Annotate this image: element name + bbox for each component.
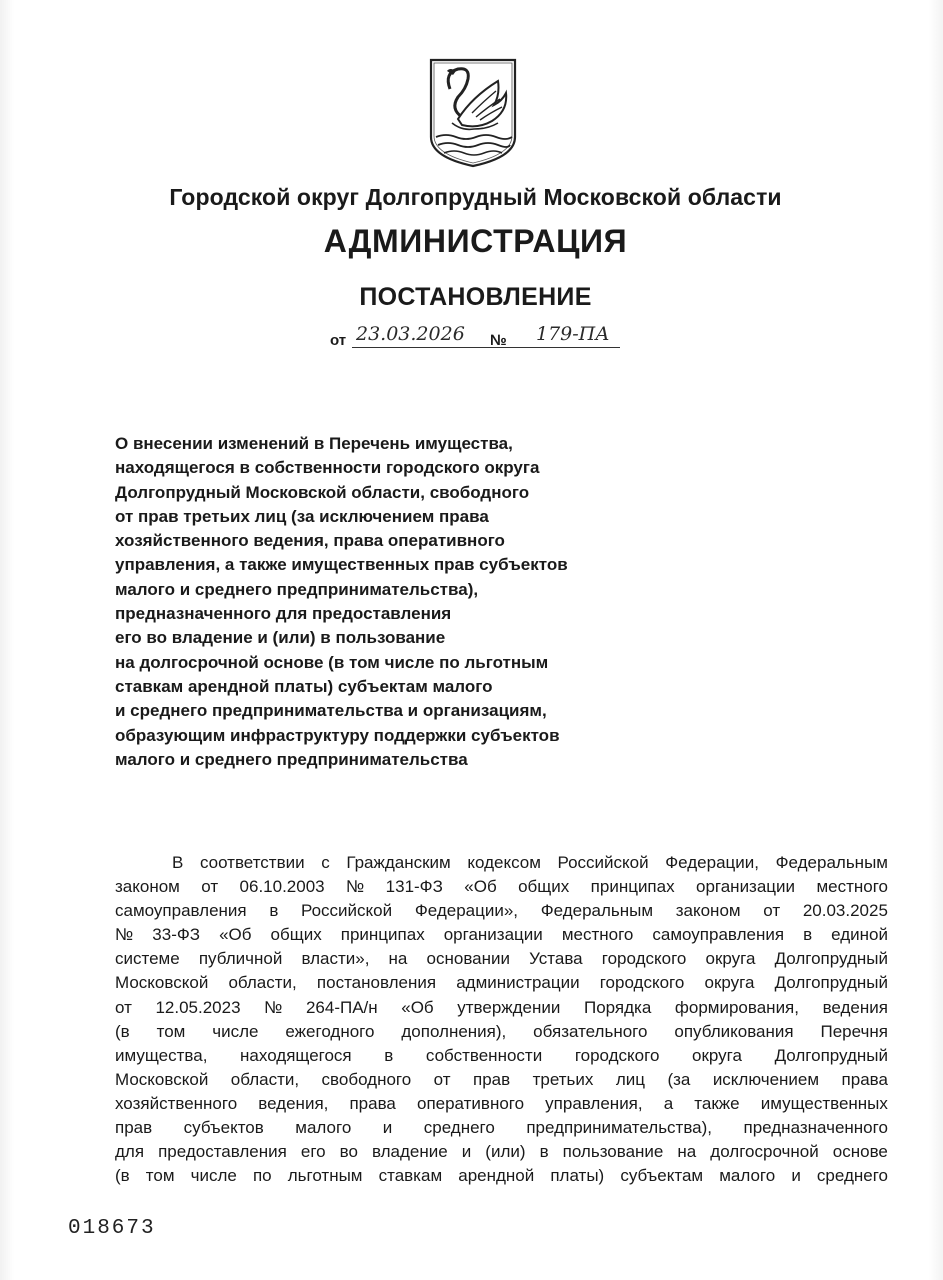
word: имущественных: [760, 1093, 888, 1113]
word: льготным: [287, 1166, 363, 1186]
word: дополнения),: [401, 1021, 507, 1041]
word: Порядка: [583, 997, 652, 1017]
word: третьих: [532, 1069, 594, 1089]
word: по: [252, 1166, 272, 1186]
word: лиц: [615, 1069, 645, 1089]
word: для: [115, 1142, 145, 1162]
word: и: [461, 1142, 472, 1162]
word: основании: [426, 949, 510, 969]
body-line: [115, 923, 888, 947]
word: и: [382, 1118, 393, 1138]
district-name: Городской округ Долгопрудный Московской области: [169, 184, 782, 210]
word: Федеральным: [775, 853, 888, 872]
word: самоуправления: [115, 901, 247, 921]
word: местного: [561, 925, 634, 945]
word: в: [803, 925, 813, 945]
word: от: [763, 901, 781, 921]
title-line: его во владение и (или) в пользование: [115, 628, 446, 648]
word: от: [433, 1069, 451, 1089]
word: среднего: [423, 1118, 495, 1138]
word: имущества,: [115, 1045, 208, 1065]
word: власти»,: [301, 949, 370, 969]
title-line: на долгосрочной основе (в том числе по льготным: [115, 652, 549, 672]
body-line: [115, 1020, 888, 1044]
title-line: ставкам арендной платы) субъектам малого: [115, 676, 493, 696]
body-line: [115, 1068, 888, 1092]
word: утверждении: [457, 997, 561, 1017]
word: опубликования: [674, 1021, 794, 1041]
word: на: [388, 949, 408, 969]
title-line: малого и среднего предпринимательства),: [115, 579, 479, 599]
word: №: [346, 877, 365, 897]
word: свободного: [321, 1069, 412, 1089]
word: 12.05.2023: [155, 997, 241, 1017]
word: В: [172, 853, 184, 872]
word: также: [694, 1093, 740, 1113]
number-underline: [512, 347, 620, 348]
word: исключением: [712, 1069, 820, 1089]
word: (за: [667, 1069, 691, 1089]
body-line: [115, 947, 888, 971]
word: законом: [115, 877, 180, 897]
word: Гражданским: [346, 853, 451, 872]
title-line: образующим инфраструктуру поддержки субъектов: [115, 725, 560, 745]
word: области,: [230, 1069, 300, 1089]
word: городского: [574, 1045, 660, 1065]
word: пользование: [562, 1142, 664, 1162]
word: 131-ФЗ: [385, 877, 443, 897]
word: малого: [295, 1118, 352, 1138]
word: в: [384, 1045, 394, 1065]
word: «Об: [401, 997, 434, 1017]
resolution-title: [115, 432, 568, 772]
word: арендной: [458, 1166, 535, 1186]
word: принципах: [340, 925, 425, 945]
word: от: [201, 877, 219, 897]
word: единой: [831, 925, 888, 945]
word: находящегося: [240, 1045, 352, 1065]
word: постановления: [316, 973, 437, 993]
word: принципах: [590, 877, 675, 897]
word: а: [663, 1093, 674, 1113]
word: прав: [472, 1069, 511, 1089]
body-line: [115, 851, 888, 875]
word: 06.10.2003: [239, 877, 325, 897]
body-line: [115, 1116, 888, 1140]
word: (в: [115, 1166, 130, 1186]
word: «Об: [464, 877, 497, 897]
word: округа: [704, 973, 755, 993]
word: публичной: [198, 949, 283, 969]
word: владение: [372, 1142, 448, 1162]
word: Федеральным: [540, 901, 654, 921]
word: 33-ФЗ: [152, 925, 201, 945]
word: области,: [228, 973, 297, 993]
date-prefix: от: [330, 332, 347, 349]
word: организации: [695, 877, 796, 897]
word: его: [300, 1142, 326, 1162]
word: предназначенного: [743, 1118, 888, 1138]
body-line: [115, 1044, 888, 1068]
word: общих: [270, 925, 322, 945]
word: права: [349, 1093, 396, 1113]
word: городского: [601, 949, 687, 969]
word: на: [677, 1142, 697, 1162]
word: том: [156, 1021, 186, 1041]
word: субъектам: [620, 1166, 704, 1186]
word: соответствии: [199, 853, 305, 872]
body-line: [115, 971, 888, 995]
word: Московской: [115, 973, 209, 993]
word: Российской: [557, 853, 649, 872]
body-line: [115, 1092, 888, 1116]
word: Российской: [301, 901, 393, 921]
title-line: хозяйственного ведения, права оперативного: [115, 531, 505, 551]
word: Перечня: [820, 1021, 888, 1041]
word: долгосрочной: [710, 1142, 819, 1162]
word: администрации: [456, 973, 580, 993]
word: предпринимательства),: [526, 1118, 713, 1138]
word: от: [115, 997, 132, 1017]
body-line: [115, 996, 888, 1020]
word: Долгопрудный: [774, 949, 888, 969]
word: Долгопрудный: [774, 973, 888, 993]
word: Федерации»,: [414, 901, 519, 921]
word: законом: [675, 901, 741, 921]
word: 264-ПА/н: [305, 997, 378, 1017]
word: числе: [212, 1021, 259, 1041]
word: среднего: [816, 1166, 888, 1186]
word: (или): [485, 1142, 526, 1162]
word: и: [791, 1166, 801, 1186]
word: ведения: [822, 997, 888, 1017]
word: основе: [832, 1142, 888, 1162]
word: ставкам: [378, 1166, 443, 1186]
title-line: О внесении изменений в Перечень имущества,: [115, 434, 513, 453]
word: ведения,: [258, 1093, 329, 1113]
title-line: управления, а также имущественных прав субъектов: [115, 555, 568, 575]
organization-title: АДМИНИСТРАЦИЯ: [323, 223, 628, 259]
word: платы): [550, 1166, 605, 1186]
handwritten-number: 179-ПА: [536, 323, 610, 345]
word: предоставления: [158, 1142, 287, 1162]
preamble-paragraph: [115, 851, 888, 1188]
word: прав: [115, 1118, 153, 1138]
coat-of-arms-swan-icon: [428, 57, 518, 169]
word: округа: [705, 949, 756, 969]
title-line: малого и среднего предпринимательства: [115, 749, 468, 769]
word: с: [321, 853, 330, 872]
word: обязательного: [533, 1021, 648, 1041]
word: субъектов: [183, 1118, 264, 1138]
word: собственности: [425, 1045, 543, 1065]
word: формирования,: [674, 997, 799, 1017]
word: Московской: [115, 1069, 209, 1089]
word: числе: [190, 1166, 237, 1186]
word: общих: [518, 877, 570, 897]
word: (в: [115, 1021, 130, 1041]
word: Устава: [529, 949, 583, 969]
word: №: [264, 997, 283, 1017]
body-line: [115, 875, 888, 899]
word: системе: [115, 949, 180, 969]
word: в: [269, 901, 279, 921]
word: в: [539, 1142, 549, 1162]
word: организации: [443, 925, 543, 945]
body-line: [115, 899, 888, 923]
word: малого: [719, 1166, 776, 1186]
word: №: [115, 925, 134, 945]
word: самоуправления: [652, 925, 785, 945]
body-line: [115, 1164, 888, 1188]
word: округа: [692, 1045, 742, 1065]
word: Долгопрудный: [774, 1045, 888, 1065]
title-line: предназначенного для предоставления: [115, 604, 452, 624]
word: управления,: [545, 1093, 643, 1113]
word: Федерации,: [665, 853, 759, 872]
word: кодексом: [467, 853, 541, 872]
word: том: [145, 1166, 175, 1186]
word: ежегодного: [285, 1021, 375, 1041]
word: во: [339, 1142, 358, 1162]
body-line: [115, 1140, 888, 1164]
title-line: и среднего предпринимательства и организациям,: [115, 701, 547, 721]
number-prefix: №: [490, 332, 507, 349]
title-line: Долгопрудный Московской области, свободного: [115, 482, 530, 502]
word: местного: [816, 877, 888, 897]
document-type: ПОСТАНОВЛЕНИЕ: [359, 283, 592, 311]
word: права: [841, 1069, 888, 1089]
word: городского: [599, 973, 685, 993]
word: «Об: [219, 925, 252, 945]
form-serial-number: 018673: [68, 1217, 156, 1240]
title-line: находящегося в собственности городского округа: [115, 458, 540, 478]
word: оперативного: [416, 1093, 525, 1113]
word: хозяйственного: [115, 1093, 238, 1113]
title-line: от прав третьих лиц (за исключением права: [115, 506, 489, 526]
word: 20.03.2025: [802, 901, 888, 921]
handwritten-date: 23.03.2026: [356, 323, 465, 345]
